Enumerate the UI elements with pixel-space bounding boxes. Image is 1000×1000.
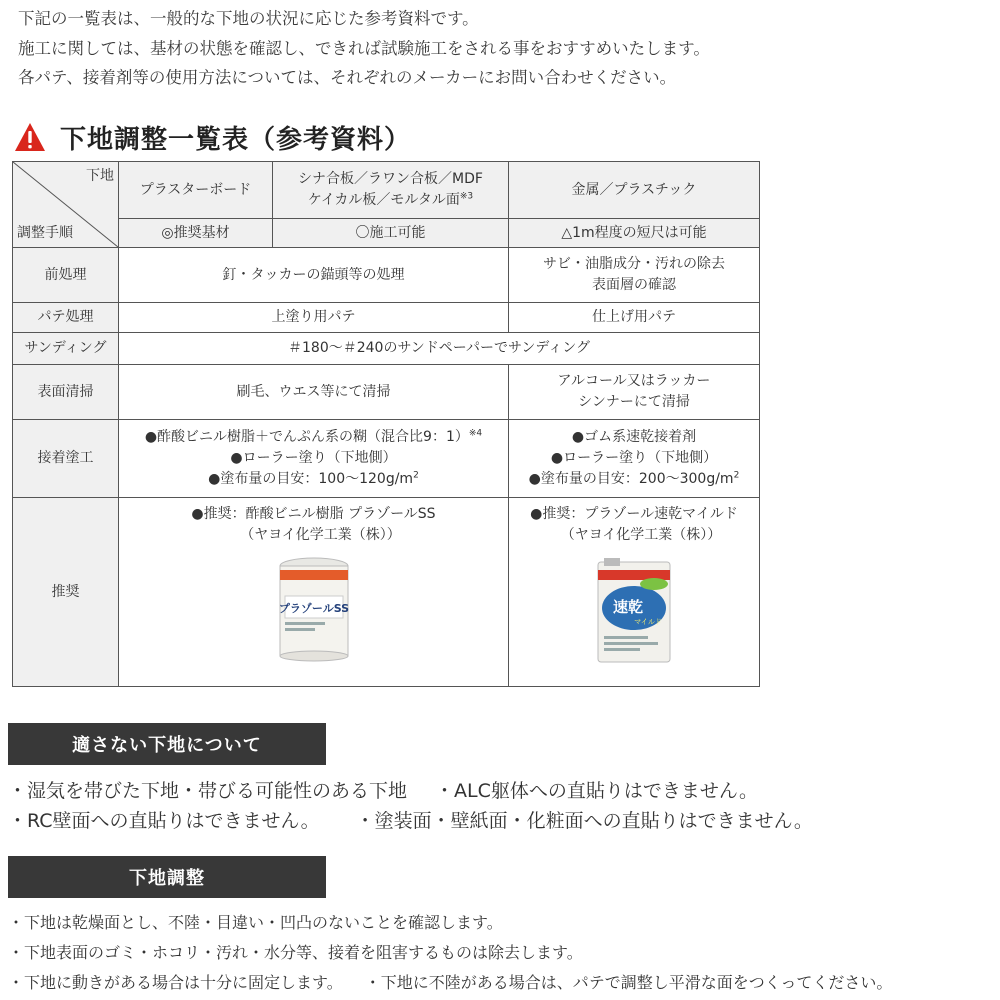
pretreatment-metal: サビ・油脂成分・汚れの除去 表面層の確認 bbox=[509, 248, 760, 303]
page-title: 下地調整一覧表（参考資料） bbox=[60, 124, 412, 155]
adhesive-wood: ●酢酸ビニル樹脂＋でんぷん系の糊（混合比9：1）$^{※4}$ ●ローラー塗り（下地側） ●塗布量の目安：100〜$120g/m^2$ bbox=[119, 420, 509, 498]
adjust-list bbox=[8, 908, 892, 998]
putty-wood: 上塗り用パテ bbox=[119, 303, 509, 333]
adhesive-pail-image bbox=[277, 556, 351, 662]
note-3: ※3 bbox=[459, 191, 474, 202]
row-label-recommend: 推奨 bbox=[13, 498, 119, 687]
adjust-item-3: ・下地に動きがある場合は十分に固定します。 bbox=[8, 973, 343, 992]
unsuitable-item-4: ・塗装面・壁紙面・化粧面への直貼りはできません。 bbox=[355, 810, 813, 832]
adhesive-can-image bbox=[594, 556, 674, 664]
warning-icon bbox=[14, 122, 46, 152]
reference-table bbox=[12, 161, 760, 687]
unsuitable-item-3: ・RC壁面への直貼りはできません。 bbox=[8, 810, 320, 832]
unsuitable-item-2: ・ALC躯体への直貼りはできません。 bbox=[435, 780, 759, 802]
grade-recommended: ◎推奨基材 bbox=[119, 219, 273, 248]
table-title-block bbox=[14, 118, 411, 156]
intro-line-1: 下記の一覧表は、一般的な下地の状況に応じた参考資料です。 bbox=[18, 9, 479, 28]
cleaning-metal: アルコール又はラッカー シンナーにて清掃 bbox=[509, 365, 760, 420]
row-label-adhesive: 接着塗工 bbox=[13, 420, 119, 498]
note-4: ※4 bbox=[468, 428, 483, 439]
header-plasterboard: プラスターボード bbox=[119, 162, 273, 219]
unsuitable-list bbox=[8, 776, 813, 836]
row-label-cleaning: 表面清掃 bbox=[13, 365, 119, 420]
unsuitable-heading: 適さない下地について bbox=[8, 723, 326, 765]
row-label-pretreatment: 前処理 bbox=[13, 248, 119, 303]
adhesive-metal: ●ゴム系速乾接着剤 ●ローラー塗り（下地側） ●塗布量の目安：200〜$300g/m^2$ bbox=[509, 420, 760, 498]
header-metal-plastic: 金属／プラスチック bbox=[509, 162, 760, 219]
sanding-all: ＃180〜＃240のサンドペーパーでサンディング bbox=[119, 333, 760, 365]
pretreatment-wood: 釘・タッカーの錨頭等の処理 bbox=[119, 248, 509, 303]
row-label-sanding: サンディング bbox=[13, 333, 119, 365]
header-plywood: シナ合板／ラワン合板／MDF ケイカル板／モルタル面$^{※3}$ bbox=[273, 162, 509, 219]
unsuitable-item-1: ・湿気を帯びた下地・帯びる可能性のある下地 bbox=[8, 780, 408, 802]
adjust-heading: 下地調整 bbox=[8, 856, 326, 898]
adjust-item-2: ・下地表面のゴミ・ホコリ・汚れ・水分等、接着を阻害するものは除去します。 bbox=[8, 943, 583, 962]
can-sublabel: マイルド bbox=[634, 618, 662, 626]
row-label-putty: パテ処理 bbox=[13, 303, 119, 333]
corner-top-label: 下地 bbox=[86, 168, 114, 184]
corner-bottom-label: 調整手順 bbox=[17, 225, 73, 241]
can-label: 速乾 bbox=[612, 598, 644, 616]
cleaning-wood: 刷毛、ウエス等にて清掃 bbox=[119, 365, 509, 420]
adjust-item-1: ・下地は乾燥面とし、不陸・目違い・凹凸のないことを確認します。 bbox=[8, 913, 503, 932]
intro-line-2: 施工に関しては、基材の状態を確認し、できれば試験施工をされる事をおすすめいたします。 bbox=[18, 38, 710, 58]
grade-short-only: △1m程度の短尺は可能 bbox=[509, 219, 760, 248]
grade-possible: 〇施工可能 bbox=[273, 219, 509, 248]
intro-line-3: 各パテ、接着剤等の使用方法については、それぞれのメーカーにお問い合わせください。 bbox=[18, 68, 677, 87]
adjust-item-4: ・下地に不陸がある場合は、パテで調整し平滑な面をつくってください。 bbox=[364, 973, 893, 992]
recommend-wood: ●推奨：酢酸ビニル樹脂 プラゾールSS （ヤヨイ化学工業（株）） プラゾールSS bbox=[119, 498, 509, 687]
putty-metal: 仕上げ用パテ bbox=[509, 303, 760, 333]
recommend-metal: ●推奨：プラゾール速乾マイルド （ヤヨイ化学工業（株）） 速乾 マイルド bbox=[509, 498, 760, 687]
intro-text bbox=[18, 4, 710, 93]
pail-label: プラゾールSS bbox=[278, 602, 349, 615]
corner-cell bbox=[13, 162, 119, 248]
